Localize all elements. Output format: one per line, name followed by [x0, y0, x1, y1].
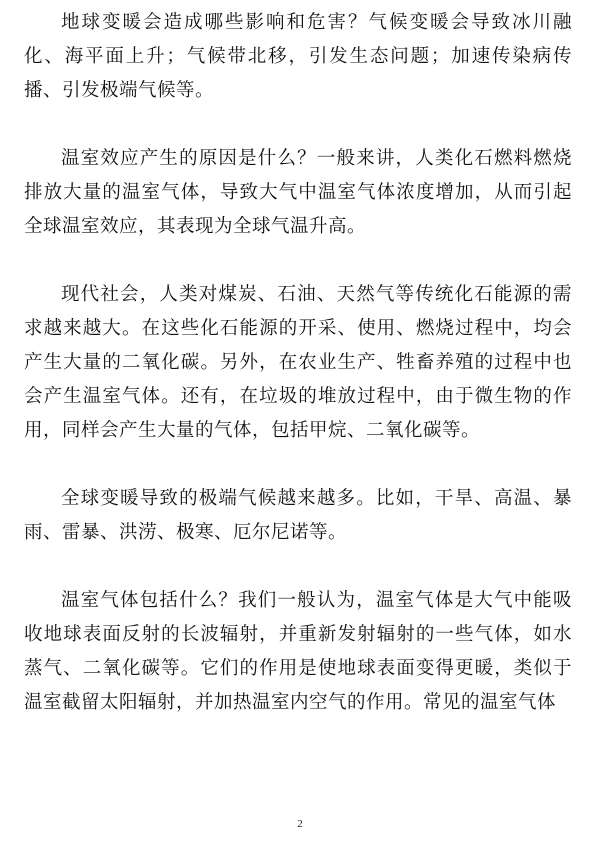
- paragraph-greenhouse-gases: 温室气体包括什么？我们一般认为，温室气体是大气中能吸收地球表面反射的长波辐射，并重新发射辐射的一些气体，如水蒸气、二氧化碳等。它们的作用是使地球表面变得更暖，类似于温室截留太阳辐射，并加热温室内空气的作用。常见的温室气体: [24, 590, 572, 713]
- paragraph-fossil-energy: 现代社会，人类对煤炭、石油、天然气等传统化石能源的需求越来越大。在这些化石能源的开采、使用、燃烧过程中，均会产生大量的二氧化碳。另外，在农业生产、牲畜养殖的过程中也会产生温室气体。还有，在垃圾的堆放过程中，由于微生物的作用，同样会产生大量的气体，包括甲烷、二氧化碳等。: [24, 284, 572, 441]
- paragraph-extreme-weather: 全球变暖导致的极端气候越来越多。比如，干旱、高温、暴雨、雷暴、洪涝、极寒、厄尔尼诺等。: [24, 488, 572, 543]
- document-body: [24, 6, 572, 754]
- paragraph-global-warming-impacts: 地球变暖会造成哪些影响和危害？气候变暖会导致冰川融化、海平面上升；气候带北移，引发生态问题；加速传染病传播、引发极端气候等。: [24, 12, 572, 101]
- paragraph-greenhouse-effect-cause: 温室效应产生的原因是什么？一般来讲，人类化石燃料燃烧排放大量的温室气体，导致大气中温室气体浓度增加，从而引起全球温室效应，其表现为全球气温升高。: [24, 148, 572, 237]
- page-number: 2: [297, 818, 303, 830]
